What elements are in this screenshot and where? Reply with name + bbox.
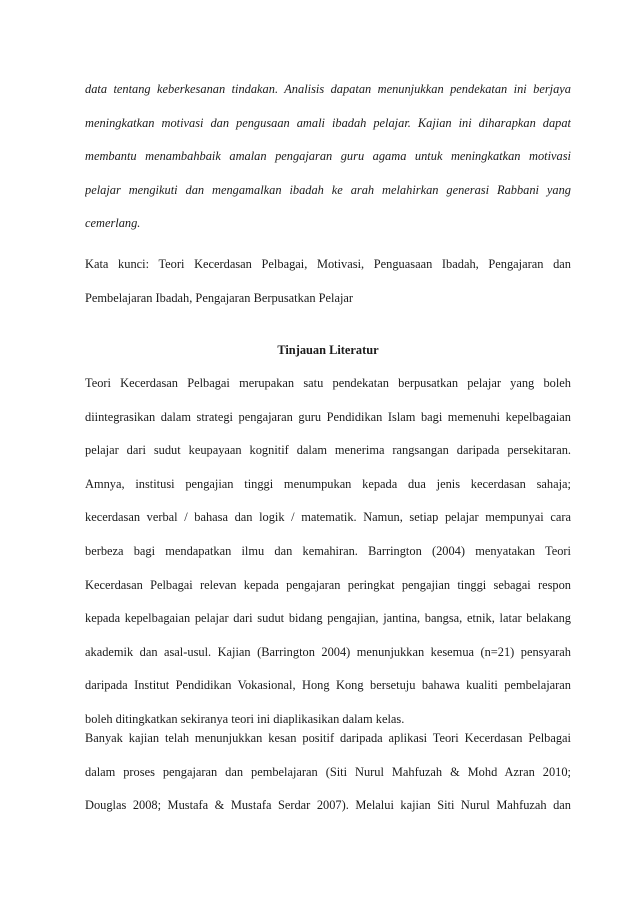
literature-paragraph-2	[85, 722, 571, 823]
abstract-line: data tentang keberkesanan tindakan. Analisis dapatan menunjukkan pendekatan ini berjaya	[85, 82, 571, 96]
abstract-line: cemerlang.	[85, 216, 141, 231]
abstract-line: meningkatkan motivasi dan pengusaan amali ibadah pelajar. Kajian ini diharapkan dapat	[85, 115, 571, 130]
abstract-line: pelajar mengikuti dan mengamalkan ibadah ke arah melahirkan generasi Rabbani yang	[85, 182, 571, 197]
paragraph-line: Banyak kajian telah menunjukkan kesan positif daripada aplikasi Teori Kecerdasan Pelbagai	[85, 731, 571, 745]
paragraph-line: pelajar dari sudut keupayaan kognitif dalam menerima rangsangan daripada persekitaran.	[85, 443, 571, 458]
keywords-paragraph	[85, 248, 571, 315]
section-heading: Tinjauan Literatur	[277, 343, 379, 357]
paragraph-line: kecerdasan verbal / bahasa dan logik / matematik. Namun, setiap pelajar mempunyai cara	[85, 510, 571, 525]
paragraph-line: dalam proses pengajaran dan pembelajaran (Siti Nurul Mahfuzah & Mohd Azran 2010;	[85, 764, 571, 779]
keywords-line: Kata kunci: Teori Kecerdasan Pelbagai, Motivasi, Penguasaan Ibadah, Pengajaran dan	[85, 257, 571, 271]
paragraph-line: diintegrasikan dalam strategi pengajaran guru Pendidikan Islam bagi memenuhi kepelbagaian	[85, 409, 571, 424]
paragraph-line: daripada Institut Pendidikan Vokasional, Hong Kong bersetuju bahawa kualiti pembelajaran	[85, 678, 571, 693]
paragraph-line: Douglas 2008; Mustafa & Mustafa Serdar 2007). Melalui kajian Siti Nurul Mahfuzah dan	[85, 798, 571, 813]
paragraph-line: Teori Kecerdasan Pelbagai merupakan satu pendekatan berpusatkan pelajar yang boleh	[85, 376, 571, 390]
paragraph-line: Amnya, institusi pengajian tinggi menumpukan kepada dua jenis kecerdasan sahaja;	[85, 476, 571, 491]
keywords-line: Pembelajaran Ibadah, Pengajaran Berpusatkan Pelajar	[85, 290, 354, 305]
paragraph-line: berbeza bagi mendapatkan ilmu dan kemahiran. Barrington (2004) menyatakan Teori	[85, 543, 571, 558]
paragraph-line: akademik dan asal-usul. Kajian (Barrington 2004) menunjukkan kesemua (n=21) pensyarah	[85, 644, 571, 659]
abstract-line: membantu menambahbaik amalan pengajaran guru agama untuk meningkatkan motivasi	[85, 149, 571, 164]
paragraph-line: Kecerdasan Pelbagai relevan kepada pengajaran peringkat pengajian tinggi sebagai respon	[85, 577, 571, 592]
literature-paragraph-1	[85, 367, 571, 737]
paragraph-line: kepada kepelbagaian pelajar dari sudut bidang pengajian, jantina, bangsa, etnik, latar belakang	[85, 611, 571, 626]
abstract-paragraph	[85, 73, 571, 241]
paragraph-line: boleh ditingkatkan sekiranya teori ini diaplikasikan dalam kelas.	[85, 711, 405, 726]
